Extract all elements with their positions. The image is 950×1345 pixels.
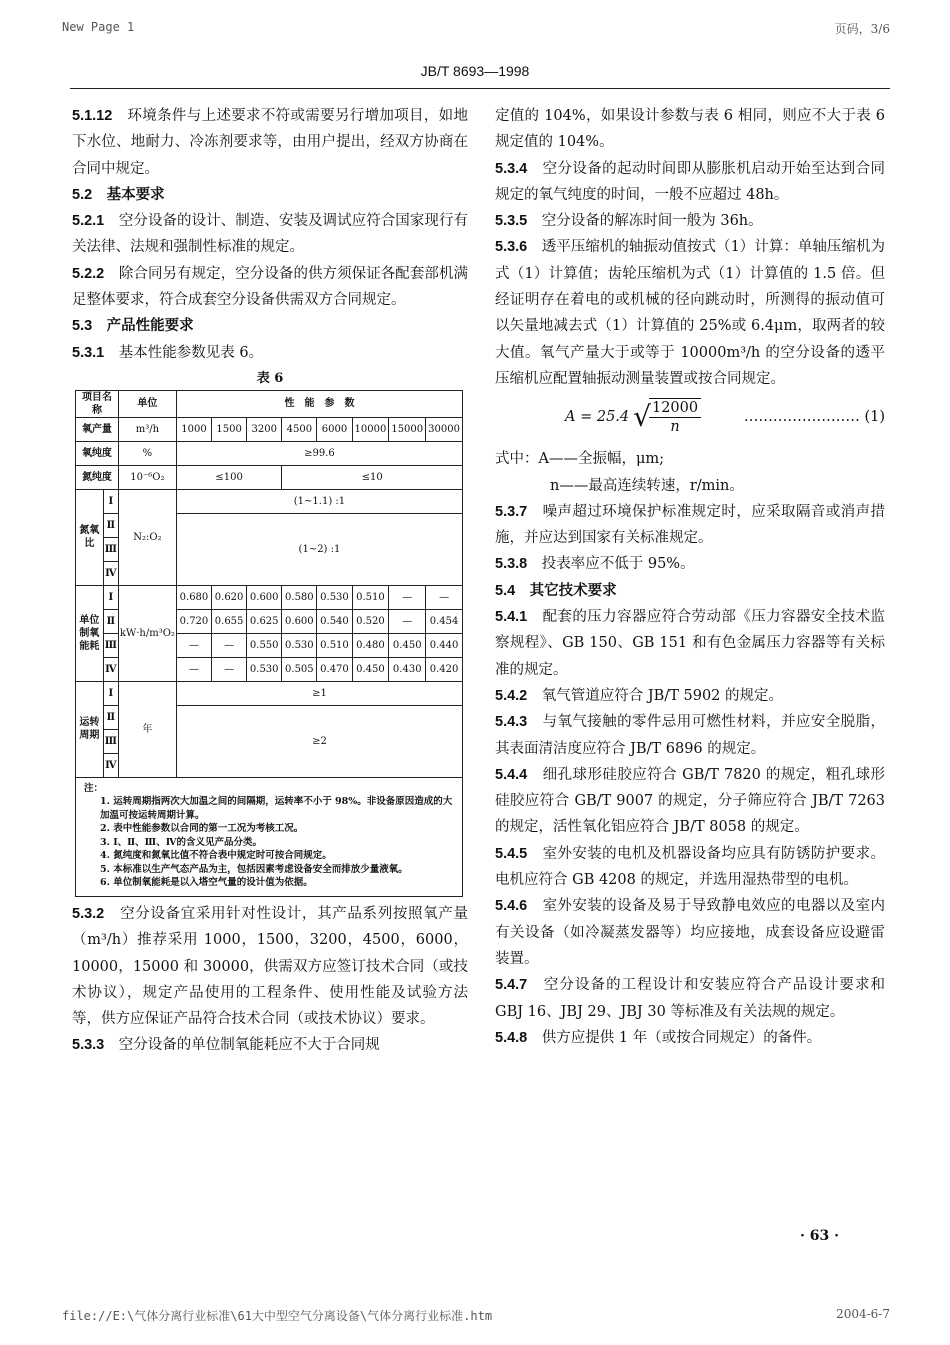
note-item: 6. 单位制氧能耗是以入塔空气量的设计值为依据。 [100,877,313,889]
table-cell: 0.480 [352,633,389,657]
table-cell: 0.720 [176,609,211,633]
class-roman: Ⅲ [103,633,118,657]
table-cell: 0.530 [247,657,282,681]
table-cell: 0.450 [352,657,389,681]
row-cycle-1 [76,681,463,705]
note-item: 4. 氮纯度和氮氧比值不符合表中规定时可按合同规定。 [100,850,332,862]
unit-oxygen-output: m³/h [118,417,176,441]
where-line-1: 式中：A——全振幅，μm; [495,451,665,468]
clause-5-4-8: 5.4.8 供方应提供 1 年（或按合同规定）的备件。 [495,1029,822,1046]
value-nitrogen-purity-b: ≤10 [282,465,463,489]
table-cell: 10000 [352,417,389,441]
table-cell: 0.470 [317,657,352,681]
value-cycle-2: ≥2 [176,705,462,777]
left-column [72,103,468,1059]
table-cell: 0.510 [352,585,389,609]
clause-5-3-6: 5.3.6 透平压缩机的轴振动值按式（1）计算：单轴压缩机为式（1）计算值；齿轮压缩机为式（1）计算值的 1.5 倍。但经证明存在着电的或机械的径向跳动时，所测得的振动值可以矢量地减去式（1）计算值的 25%或 6.4μm，取两者的较大值。氧气产量大于或等于 10000m³/h 的空分设备的透平压缩机应配置轴振动测量装置或按合同规定。 [495,239,885,387]
table-cell: 15000 [389,417,426,441]
radical-icon: √ [633,400,651,434]
table-cell: 0.450 [389,633,426,657]
table-cell: 0.510 [317,633,352,657]
row-oxygen-output [76,417,463,441]
label-nitrogen-purity: 氮纯度 [76,465,119,489]
table-cell: 1000 [176,417,211,441]
table-cell: 0.680 [176,585,211,609]
heading-5-3: 5.3 产品性能要求 [72,317,194,335]
table-cell: 3200 [247,417,282,441]
formula-1 [495,392,885,442]
clause-5-4-1: 5.4.1 配套的压力容器应符合劳动部《压力容器安全技术监察规程》、GB 150、GB 151 和有色金属压力容器等有关标准的规定。 [495,609,885,678]
table-cell: 0.440 [426,633,463,657]
table-cell: 0.505 [282,657,317,681]
class-roman: Ⅳ [103,657,118,681]
right-column [495,103,885,1051]
table-cell: — [389,609,426,633]
table-caption: 表 6 [256,370,284,386]
table-cell: 0.520 [352,609,389,633]
class-roman: Ⅳ [103,753,118,777]
label-oxygen-output: 氧产量 [76,417,119,441]
clause-5-4-3: 5.4.3 与氧气接触的零件忌用可燃性材料，并应安全脱脂，其表面清洁度应符合 JB/T 6896 的规定。 [495,714,885,757]
label-energy: 单位制氧能耗 [76,585,104,681]
row-energy-1 [76,585,463,609]
clause-5-4-5: 5.4.5 室外安装的电机及机器设备均应具有防锈防护要求。电机应符合 GB 4208 的规定，并选用湿热带型的电机。 [495,845,885,889]
row-oxygen-purity [76,441,463,465]
table-cell: 6000 [317,417,352,441]
table-cell: 0.550 [247,633,282,657]
heading-5-4: 5.4 其它技术要求 [495,581,617,599]
table-cell: — [176,657,211,681]
label-cycle: 运转周期 [76,681,104,777]
table-cell: 0.430 [389,657,426,681]
clause-5-3-3-continued: 定值的 104%，如果设计参数与表 6 相同，则应不大于表 6 规定值的 104%。 [495,108,885,151]
heading-5-2: 5.2 基本要求 [72,185,165,203]
where-line-2: n——最高连续转速，r/min。 [550,477,744,494]
label-oxygen-purity: 氧纯度 [76,441,119,465]
table-cell: 0.530 [317,585,352,609]
value-ratio-2: (1~2) :1 [176,513,462,585]
table-cell: — [212,657,247,681]
row-ratio-1 [76,489,463,513]
clause-5-3-3: 5.3.3 空分设备的单位制氧能耗应不大于合同规 [72,1037,380,1054]
clause-5-3-2: 5.3.2 空分设备宜采用针对性设计，其产品系列按照氧产量（m³/h）推荐采用 1000，1500，3200，4500，6000，10000，15000 和 30000，供需双方应签订技术合同（或技术协议），规定产品使用的工程条件、使用性能及试验方法等，供方应保证产品符合技术合同（或技术协议）要求。 [72,905,468,1028]
table-cell: 0.600 [282,609,317,633]
label-ratio: 氮氧比 [76,489,104,585]
table-cell: 0.655 [212,609,247,633]
clause-5-3-8: 5.3.8 投表率应不低于 95%。 [495,556,695,573]
class-roman: Ⅰ [103,489,118,513]
table-cell: 0.620 [212,585,247,609]
clause-5-3-4: 5.3.4 空分设备的起动时间即从膨胀机启动开始至达到合同规定的氧气纯度的时间，一般不应超过 48h。 [495,160,885,203]
table-cell: 0.420 [426,657,463,681]
clause-5-4-4: 5.4.4 细孔球形硅胶应符合 GB/T 7820 的规定，粗孔球形硅胶应符合 GB/T 9007 的规定，分子筛应符合 JB/T 7263 的规定，活性氧化铝应符合 JB/T 8058 的规定。 [495,766,886,836]
note-item: 5. 本标准以生产气态产品为主，包括因素考虑设备安全而排放少量液氧。 [100,863,408,875]
browser-date: 2004-6-7 [836,1307,890,1321]
header-item: 项目名称 [76,390,119,417]
note-item: 2. 表中性能参数以合同的第一工况为考核工况。 [100,823,304,835]
table-header-row [76,390,463,417]
note-item: 1. 运转周期指两次大加温之间的间隔期，运转率不小于 98%。非设备原因造成的大加温可按运转周期计算。 [100,796,453,821]
browser-file-path: file://E:\气体分离行业标准\61大中型空气分离设备\气体分离行业标准.htm [62,1309,493,1323]
clause-5-3-5: 5.3.5 空分设备的解冻时间一般为 36h。 [495,213,763,230]
table-notes [75,778,463,897]
value-cycle-1: ≥1 [176,681,462,705]
clause-5-2-2: 5.2.2 除合同另有规定，空分设备的供方须保证各配套部机满足整体要求，符合成套空分设备供需双方合同规定。 [72,265,469,309]
class-roman: Ⅱ [103,609,118,633]
formula-fraction [649,398,701,436]
formula-expression [565,398,701,436]
unit-oxygen-purity: % [118,441,176,465]
value-ratio-1: (1~1.1) :1 [176,489,462,513]
table-cell: 0.625 [247,609,282,633]
header-rule [70,88,890,89]
header-params: 性 能 参 数 [176,390,462,417]
table-cell: 0.600 [247,585,282,609]
formula-numerator: 12000 [649,399,701,418]
table-cell: 30000 [426,417,463,441]
note-item: 3. Ⅰ、Ⅱ、Ⅲ、Ⅳ的含义见产品分类。 [100,836,263,848]
browser-page-counter: 页码，3/6 [834,22,890,36]
clause-5-3-7: 5.3.7 噪声超过环境保护标准规定时，应采取隔音或消声措施，并应达到国家有关标准规定。 [495,503,885,547]
browser-page-title: New Page 1 [62,20,135,34]
formula-denominator: n [670,419,680,436]
class-roman: Ⅲ [103,537,118,561]
sqrt-symbol [633,398,701,436]
clause-5-3-1: 5.3.1 基本性能参数见表 6。 [72,344,264,361]
unit-nitrogen-purity: 10⁻⁶O₂ [118,465,176,489]
clause-5-4-2: 5.4.2 氧气管道应符合 JB/T 5902 的规定。 [495,687,784,704]
clause-5-4-7: 5.4.7 空分设备的工程设计和安装应符合产品设计要求和 GBJ 16、JBJ 29、JBJ 30 等标准及有关法规的规定。 [495,977,885,1020]
table-cell: — [426,585,463,609]
class-roman: Ⅰ [103,681,118,705]
table-cell: — [212,633,247,657]
class-roman: Ⅱ [103,705,118,729]
class-roman: Ⅱ [103,513,118,537]
page-number: · 63 · [800,1228,839,1244]
value-oxygen-purity: ≥99.6 [176,441,462,465]
clause-5-4-6: 5.4.6 室外安装的设备及易于导致静电效应的电器以及室内有关设备（如冷凝蒸发器等）均应接地，成套设备应设避雷装置。 [495,898,885,967]
performance-table [75,390,463,778]
formula-lhs: A = 25.4 [565,409,630,426]
notes-title: 注： [84,782,104,794]
table-cell: 0.540 [317,609,352,633]
unit-energy: kW·h/m³O₂ [118,585,176,681]
header-unit: 单位 [118,390,176,417]
class-roman: Ⅳ [103,561,118,585]
row-nitrogen-purity [76,465,463,489]
clause-5-2-1: 5.2.1 空分设备的设计、制造、安装及调试应符合国家现行有关法律、法规和强制性标准的规定。 [72,213,469,256]
table-cell: 1500 [212,417,247,441]
value-nitrogen-purity-a: ≤100 [176,465,281,489]
table-cell: — [389,585,426,609]
table-cell: 0.580 [282,585,317,609]
table-cell: — [176,633,211,657]
formula-label: …………………… (1) [743,409,885,426]
clause-5-1-12: 5.1.12 环境条件与上述要求不符或需要另行增加项目，如地下水位、地耐力、冷冻剂要求等，由用户提出，经双方协商在合同中规定。 [72,108,468,177]
standard-code: JB/T 8693—1998 [420,63,530,79]
class-roman: Ⅲ [103,729,118,753]
class-roman: Ⅰ [103,585,118,609]
table-cell: 4500 [282,417,317,441]
unit-cycle: 年 [118,681,176,777]
table-cell: 0.530 [282,633,317,657]
table-cell: 0.454 [426,609,463,633]
unit-ratio: N₂:O₂ [118,489,176,585]
